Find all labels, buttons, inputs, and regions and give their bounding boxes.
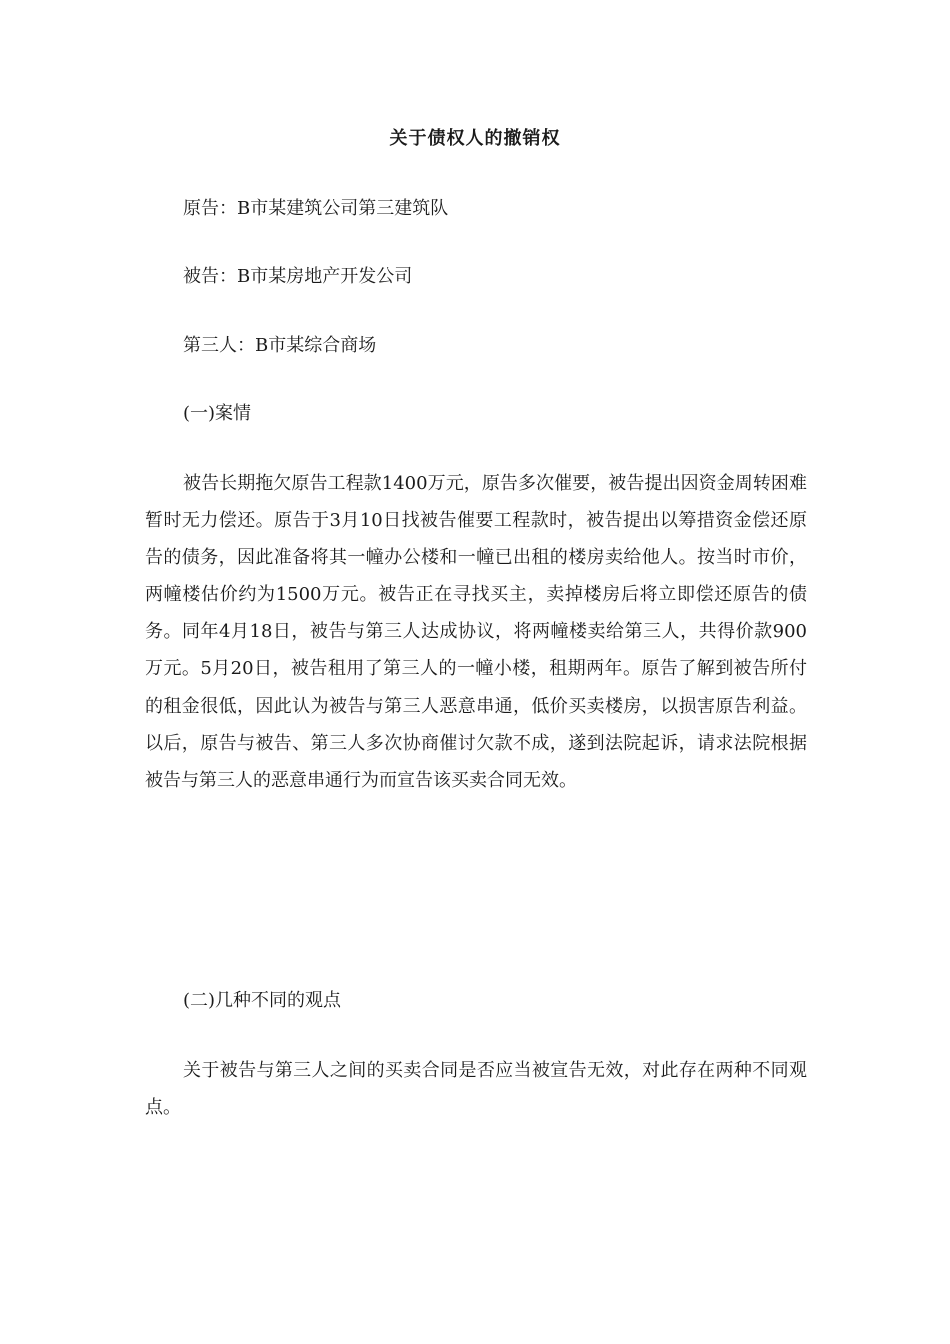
section-heading-case: (一)案情 [183, 403, 252, 424]
views-paragraph: 关于被告与第三人之间的买卖合同是否应当被宣告无效，对此存在两种不同观点。 [145, 1060, 807, 1119]
section-heading-views: (二)几种不同的观点 [183, 990, 342, 1011]
third-party-line: 第三人：B市某综合商场 [183, 335, 377, 356]
document-title: 关于债权人的撤销权 [389, 128, 561, 149]
case-paragraph: 被告长期拖欠原告工程款1400万元，原告多次催要，被告提出因资金周转困难暂时无力偿还。原告于3月10日找被告催要工程款时，被告提出以筹措资金偿还原告的债务，因此准备将其一幢办公楼和一幢已出租的楼房卖给他人。按当时市价，两幢楼估价约为1500万元。被告正在寻找买主，卖掉楼房后将立即偿还原告的债务。同年4月18日，被告与第三人达成协议，将两幢楼卖给第三人，共得价款900万元。5月20日，被告租用了第三人的一幢小楼，租期两年。原告了解到被告所付的租金很低，因此认为被告与第三人恶意串通，低价买卖楼房，以损害原告利益。以后，原告与被告、第三人多次协商催讨欠款不成，遂到法院起诉，请求法院根据被告与第三人的恶意串通行为而宣告该买卖合同无效。 [145, 473, 807, 791]
defendant-line: 被告：B市某房地产开发公司 [183, 266, 413, 287]
plaintiff-line: 原告：B市某建筑公司第三建筑队 [183, 198, 449, 219]
